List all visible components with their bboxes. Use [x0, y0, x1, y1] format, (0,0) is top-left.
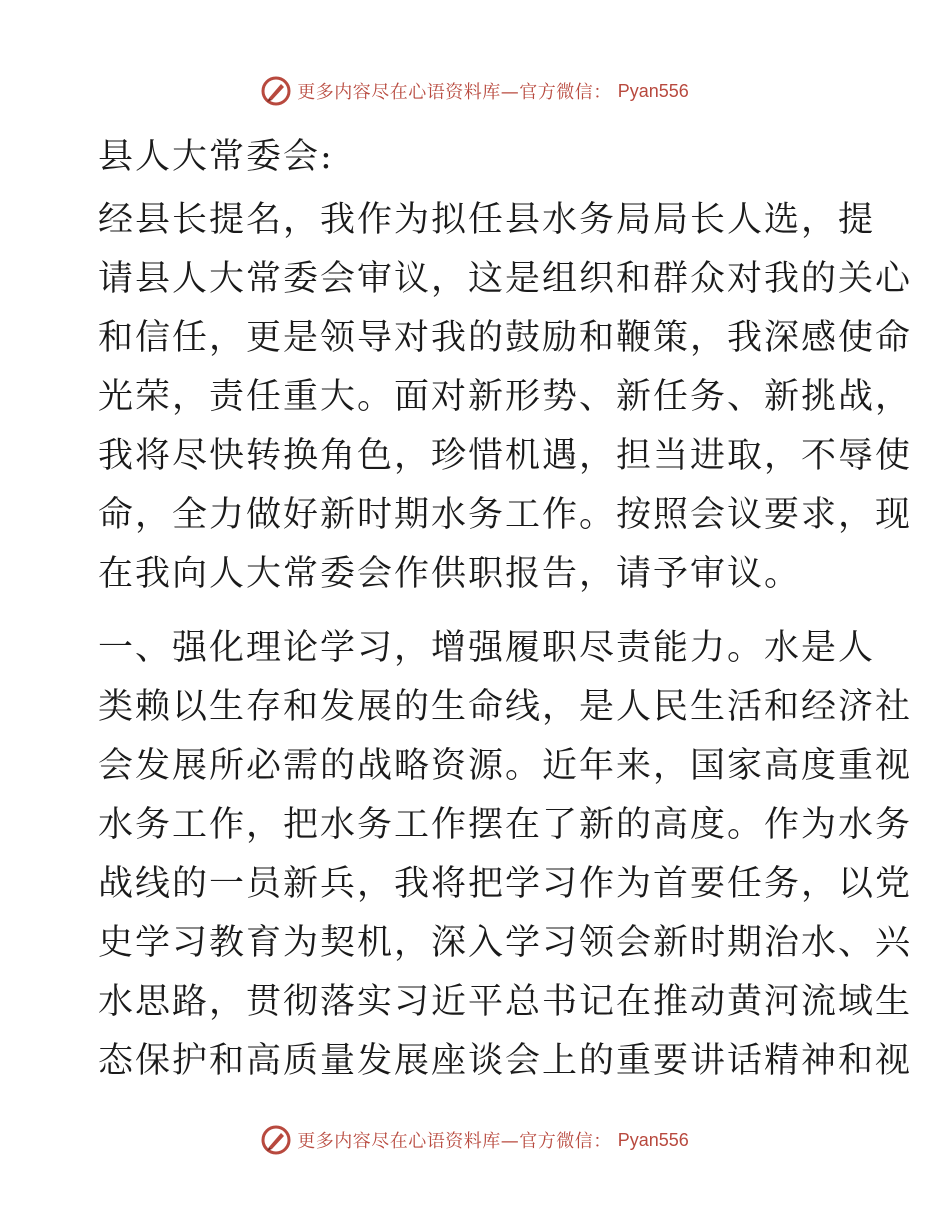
paragraph-line: 水思路，贯彻落实习近平总书记在推动黄河流域生 — [98, 982, 913, 1022]
quill-pen-logo-icon — [261, 1125, 291, 1155]
paragraph-line: 水务工作，把水务工作摆在了新的高度。作为水务 — [98, 805, 913, 845]
footer-watermark-banner — [0, 1120, 950, 1160]
paragraph-line: 会发展所必需的战略资源。近年来，国家高度重视 — [98, 746, 913, 786]
paragraph-line: 我将尽快转换角色，珍惜机遇，担当进取，不辱使 — [98, 436, 913, 476]
paragraph-line: 命，全力做好新时期水务工作。按照会议要求，现 — [98, 495, 913, 535]
section-heading-line: 一、强化理论学习，增强履职尽责能力。水是人 — [98, 628, 876, 668]
salutation: 县人大常委会: — [98, 137, 334, 177]
paragraph-line: 在我向人大常委会作供职报告，请予审议。 — [98, 554, 802, 594]
paragraph-line: 光荣，责任重大。面对新形势、新任务、新挑战， — [98, 377, 913, 417]
paragraph-line: 请县人大常委会审议，这是组织和群众对我的关心 — [98, 259, 913, 299]
paragraph-line: 战线的一员新兵，我将把学习作为首要任务，以党 — [98, 864, 913, 904]
paragraph-line: 类赖以生存和发展的生命线，是人民生活和经济社 — [98, 687, 913, 727]
banner-wechat-id: Pyan556 — [617, 1129, 689, 1150]
paragraph-line: 态保护和高质量发展座谈会上的重要讲话精神和视 — [98, 1041, 913, 1081]
paragraph-line: 和信任，更是领导对我的鼓励和鞭策，我深感使命 — [98, 318, 913, 358]
banner-text: 更多内容尽在心语资料库—官方微信： — [297, 82, 612, 103]
paragraph-line: 经县长提名，我作为拟任县水务局局长人选，提 — [98, 200, 876, 240]
banner-text: 更多内容尽在心语资料库—官方微信： — [297, 1131, 612, 1152]
header-watermark-banner — [0, 71, 950, 111]
quill-pen-logo-icon — [261, 76, 291, 106]
banner-wechat-id: Pyan556 — [617, 80, 689, 101]
paragraph-line: 史学习教育为契机，深入学习领会新时期治水、兴 — [98, 923, 913, 963]
